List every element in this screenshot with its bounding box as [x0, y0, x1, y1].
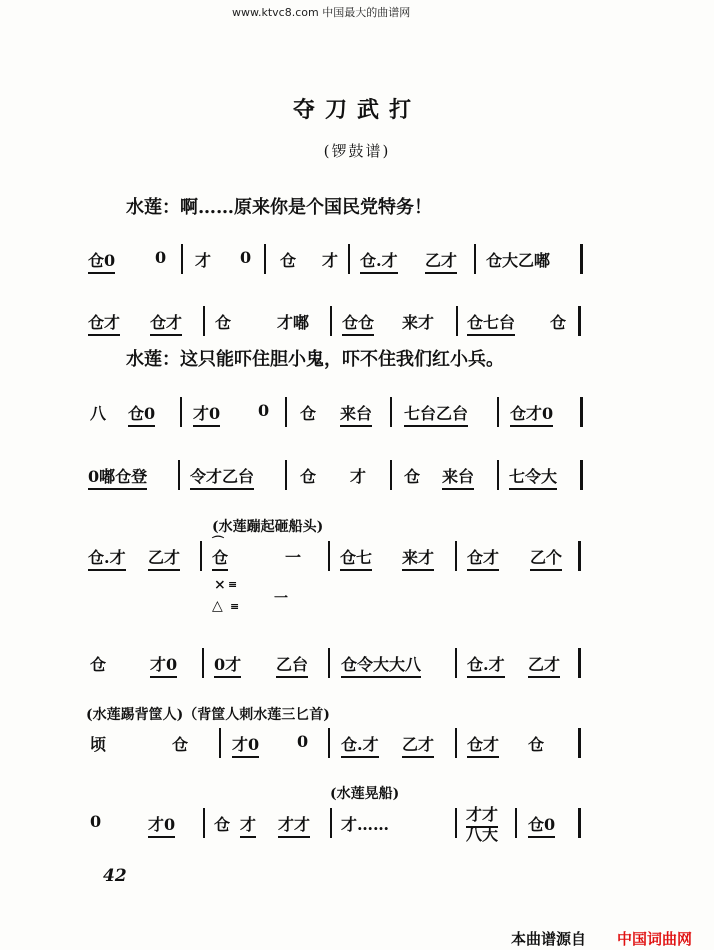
note: 才嘟 [277, 313, 310, 332]
note: 仓0 [88, 248, 115, 274]
note: 仓 [90, 655, 107, 674]
note: 仓才 [88, 310, 120, 336]
note: 仓.才 [360, 248, 398, 274]
bar-line [178, 460, 180, 490]
bar-line [580, 460, 583, 490]
note: 来台 [442, 464, 474, 490]
note: 乙才 [528, 652, 560, 678]
note: 七台乙台 [404, 401, 468, 427]
header-url: www.ktvc8.com 中国最大的曲谱网 [232, 6, 411, 19]
note: 七令大 [509, 464, 557, 490]
stage-direction-3: (水莲晃船) [330, 786, 400, 802]
note: 乙个 [530, 545, 562, 571]
tremolo-icon: ≡ [230, 600, 240, 613]
note: 顷 [90, 735, 107, 754]
notation-row-1 [0, 244, 714, 274]
footer-site-link[interactable]: 中国词曲网 [617, 930, 693, 948]
hold-dash: 一 [274, 591, 288, 607]
tremolo-icon: ≡ [228, 578, 238, 591]
bar-line [390, 460, 392, 490]
note: 0 [155, 248, 167, 267]
note: 0 [240, 248, 252, 267]
note: 仓仓 [342, 310, 374, 336]
bar-line [580, 397, 583, 427]
bar-line [580, 244, 583, 274]
note: 才0 [193, 401, 220, 427]
note: 才 [322, 251, 339, 270]
bar-line [181, 244, 183, 274]
note: 仓七台 [467, 310, 515, 336]
gong-mark: △ [212, 598, 223, 614]
notation-row-3 [0, 397, 714, 427]
bar-line [330, 808, 332, 838]
note: 才 [195, 251, 212, 270]
bar-line [456, 306, 458, 336]
notation-row-6 [0, 648, 714, 678]
note: 来台 [340, 401, 372, 427]
note: 乙才 [402, 732, 434, 758]
notation-row-5 [0, 535, 714, 571]
bar-line [455, 808, 457, 838]
bar-line [330, 306, 332, 336]
note: 才才 [278, 812, 310, 838]
bar-line [203, 808, 205, 838]
cymbal-mark: × [214, 577, 226, 593]
note: 仓 [212, 545, 228, 571]
bar-line [578, 648, 581, 678]
note: 才0 [148, 812, 175, 838]
note: 乙才 [425, 248, 457, 274]
note: 0 [90, 812, 102, 831]
bar-line [285, 397, 287, 427]
note: 仓.才 [467, 652, 505, 678]
bar-line [578, 541, 581, 571]
bar-line [578, 728, 581, 758]
bar-line [219, 728, 221, 758]
note: 才0 [232, 732, 259, 758]
note: 仓 [528, 735, 545, 754]
note: 仓 [300, 404, 317, 423]
note: 来才 [402, 545, 434, 571]
note: 仓才 [467, 545, 499, 571]
score-subtitle: (锣鼓谱) [323, 142, 391, 160]
note: 来才 [402, 313, 435, 332]
bar-line [285, 460, 287, 490]
bar-line [202, 648, 204, 678]
bar-line [497, 397, 499, 427]
note: 仓七 [340, 545, 372, 571]
note: 才0 [150, 652, 177, 678]
bar-line [515, 808, 517, 838]
lyric-line-2: 水莲：这只能吓住胆小鬼，吓不住我们红小兵。 [126, 349, 504, 370]
note: 才…… [341, 815, 390, 834]
note: 仓0 [128, 401, 155, 427]
bar-line [200, 541, 202, 571]
note: 仓才 [467, 732, 499, 758]
note: 一 [285, 548, 302, 567]
stage-direction-1: (水莲蹦起砸船头) [212, 519, 324, 535]
notation-row-7 [0, 728, 714, 758]
note: 仓 [300, 467, 317, 486]
note: 仓0 [528, 812, 555, 838]
note: 0才 [214, 652, 241, 678]
bar-line [203, 306, 205, 336]
bar-line [390, 397, 392, 427]
note: 仓 [404, 467, 421, 486]
note: 仓 [280, 251, 297, 270]
notation-row-4 [0, 460, 714, 490]
note: 0 [258, 401, 270, 420]
note: 才 [240, 812, 256, 838]
note: 才才 [466, 802, 498, 828]
note: 仓才0 [510, 401, 553, 427]
note: 八 [90, 404, 107, 423]
footer-source-label: 本曲谱源自 [511, 930, 587, 948]
bar-line [328, 728, 330, 758]
note: 八大 [466, 825, 499, 844]
bar-line [180, 397, 182, 427]
bar-line [578, 306, 581, 336]
note: 乙才 [148, 545, 180, 571]
bar-line [264, 244, 266, 274]
score-title: 夺刀武打 [292, 97, 421, 123]
notation-row-2 [0, 306, 714, 336]
bar-line [348, 244, 350, 274]
note: 仓 [215, 313, 232, 332]
lyric-line-1: 水莲：啊……原来你是个国民党特务！ [126, 197, 432, 218]
bar-line [578, 808, 581, 838]
note: 仓 [550, 313, 567, 332]
note: 仓令大大八 [341, 652, 421, 678]
note: 0嘟仓登 [88, 464, 147, 490]
note: 仓才 [150, 310, 182, 336]
note: 仓大乙嘟 [486, 251, 551, 270]
note: 令才乙台 [190, 464, 254, 490]
bar-line [455, 648, 457, 678]
fermata-icon: ⌒ [212, 535, 225, 549]
stage-direction-2: (水莲踢背筐人)（背筐人刺水莲三匕首) [86, 707, 330, 723]
bar-line [328, 541, 330, 571]
notation-row-8 [0, 805, 714, 844]
bar-line [328, 648, 330, 678]
note: 仓.才 [88, 545, 126, 571]
note: 仓 [214, 815, 231, 834]
bar-line [455, 728, 457, 758]
note: 0 [297, 732, 309, 751]
page-number: 42 [103, 866, 127, 886]
bar-line [497, 460, 499, 490]
note: 仓.才 [341, 732, 379, 758]
note: 仓 [172, 735, 189, 754]
note: 乙台 [276, 652, 308, 678]
bar-line [455, 541, 457, 571]
note: 才 [350, 467, 367, 486]
bar-line [474, 244, 476, 274]
